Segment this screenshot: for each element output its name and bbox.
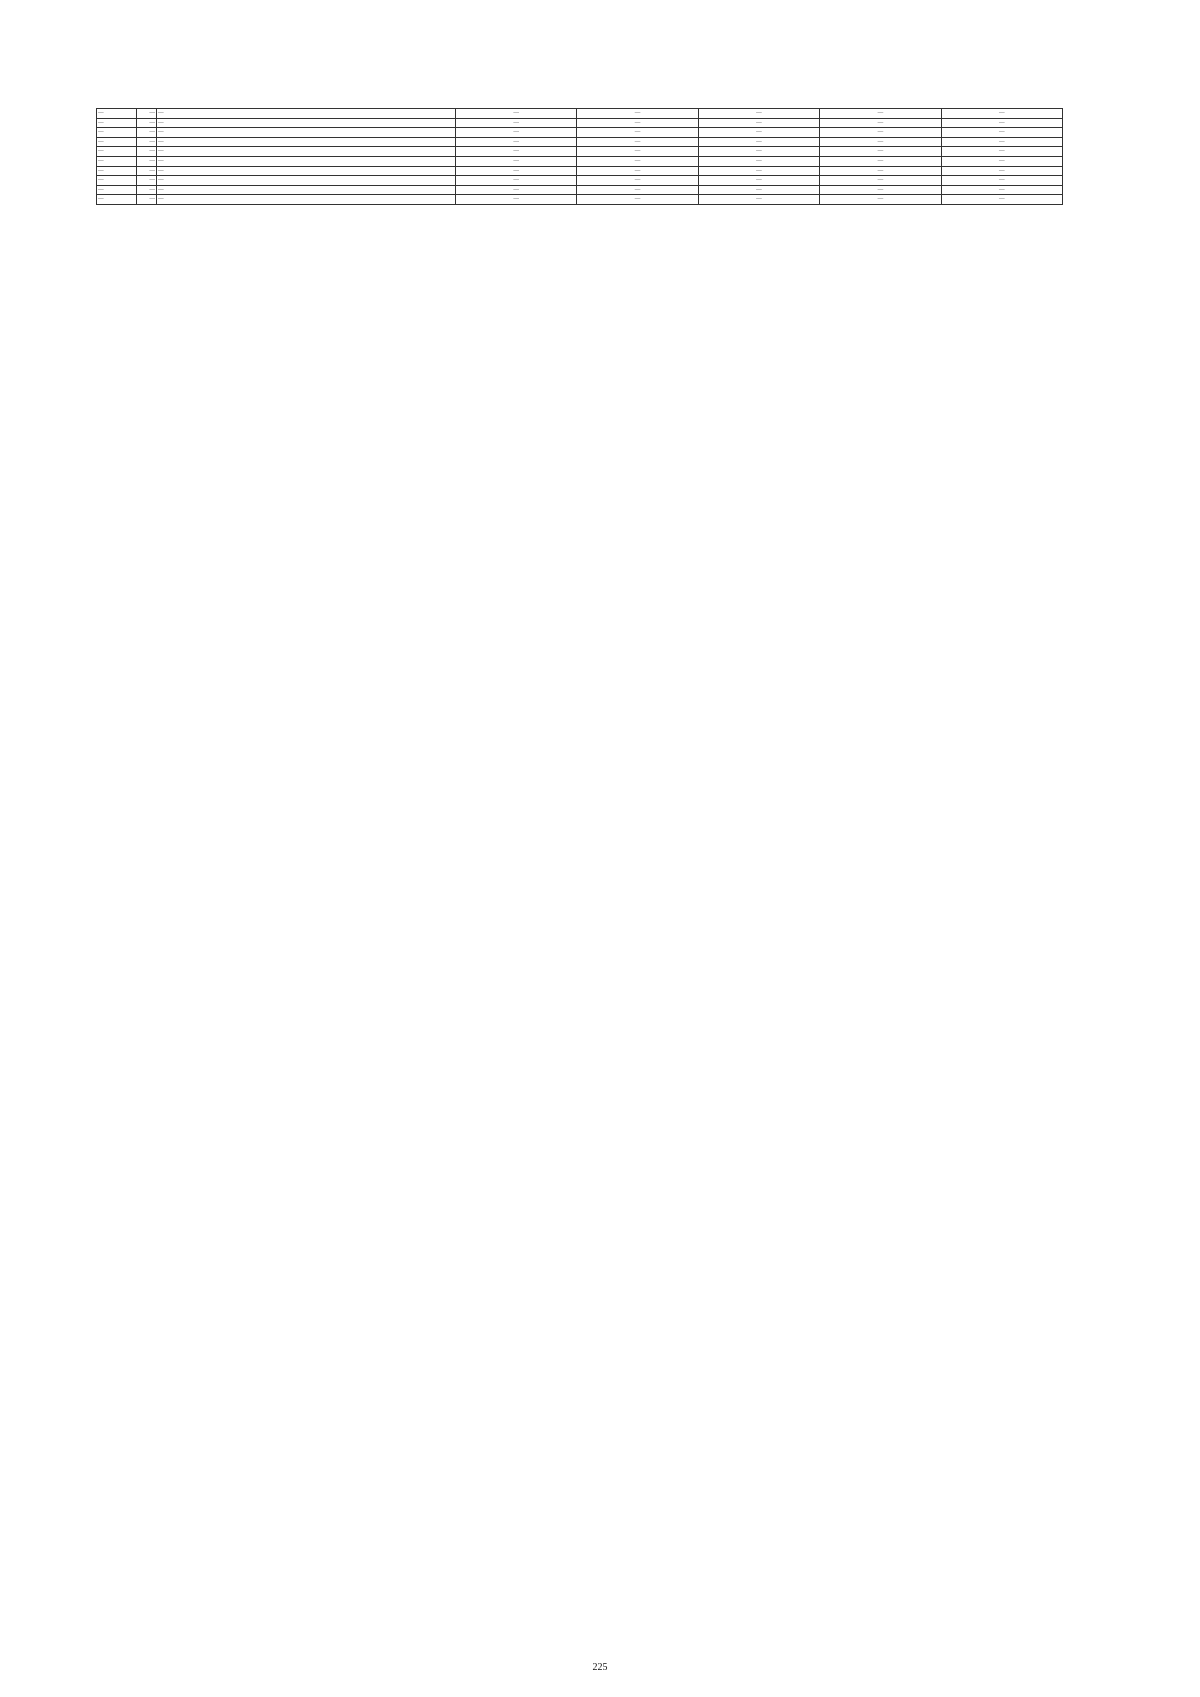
table-cell: —: [577, 118, 698, 128]
table-cell: —: [137, 166, 157, 176]
table-cell: —: [941, 137, 1062, 147]
table-cell: —: [157, 166, 456, 176]
table-cell: —: [456, 195, 577, 205]
table-cell: —: [456, 185, 577, 195]
table-cell: —: [456, 118, 577, 128]
table-cell: —: [456, 109, 577, 119]
table-cell: —: [137, 118, 157, 128]
table-cell: —: [137, 128, 157, 138]
table-cell: —: [941, 109, 1062, 119]
table-cell: —: [157, 195, 456, 205]
table-row: [97, 185, 1063, 195]
table-cell: —: [577, 185, 698, 195]
table-cell: —: [157, 156, 456, 166]
table-cell: —: [137, 156, 157, 166]
table-cell: —: [941, 128, 1062, 138]
table-cell: —: [157, 147, 456, 157]
table-cell: —: [941, 176, 1062, 186]
table-cell: —: [698, 185, 819, 195]
table-cell: —: [97, 156, 137, 166]
table-cell: —: [137, 195, 157, 205]
table-cell: —: [456, 137, 577, 147]
table-cell: —: [97, 176, 137, 186]
table-cell: —: [820, 109, 941, 119]
table-row: [97, 118, 1063, 128]
table-cell: —: [820, 128, 941, 138]
table-cell: —: [97, 109, 137, 119]
table-cell: —: [577, 137, 698, 147]
table-cell: —: [941, 118, 1062, 128]
table-cell: —: [941, 156, 1062, 166]
page-number: 225: [592, 1662, 608, 1673]
table-cell: —: [157, 118, 456, 128]
table-cell: —: [137, 176, 157, 186]
table-cell: —: [137, 137, 157, 147]
table-cell: —: [941, 185, 1062, 195]
table-row: [97, 128, 1063, 138]
table-cell: —: [97, 185, 137, 195]
table-cell: —: [698, 195, 819, 205]
table-cell: —: [698, 128, 819, 138]
table-row: [97, 156, 1063, 166]
table-cell: —: [157, 185, 456, 195]
table-cell: —: [97, 195, 137, 205]
table-cell: —: [456, 176, 577, 186]
table-cell: —: [137, 109, 157, 119]
table-cell: —: [698, 118, 819, 128]
table-cell: —: [820, 185, 941, 195]
table-cell: —: [577, 128, 698, 138]
table-row: [97, 147, 1063, 157]
table-cell: —: [577, 195, 698, 205]
table-cell: —: [698, 176, 819, 186]
registry-table: [96, 108, 1063, 205]
table-cell: —: [941, 195, 1062, 205]
table-cell: —: [157, 176, 456, 186]
table-cell: —: [456, 166, 577, 176]
table-row: [97, 195, 1063, 205]
table-cell: —: [698, 109, 819, 119]
table-cell: —: [941, 166, 1062, 176]
table-cell: —: [97, 166, 137, 176]
table-cell: —: [820, 195, 941, 205]
table-cell: —: [456, 147, 577, 157]
table-cell: —: [698, 166, 819, 176]
table-cell: —: [456, 128, 577, 138]
table-cell: —: [820, 137, 941, 147]
table-cell: —: [456, 156, 577, 166]
table-cell: —: [820, 166, 941, 176]
table-cell: —: [157, 137, 456, 147]
table-cell: —: [97, 118, 137, 128]
table-cell: —: [820, 147, 941, 157]
table-cell: —: [577, 176, 698, 186]
table-cell: —: [820, 118, 941, 128]
table-row: [97, 166, 1063, 176]
table-cell: —: [577, 109, 698, 119]
table-cell: —: [137, 185, 157, 195]
table-cell: —: [577, 147, 698, 157]
table-row: [97, 176, 1063, 186]
table-cell: —: [941, 147, 1062, 157]
table-cell: —: [577, 156, 698, 166]
registry-table-wrapper: [96, 108, 1063, 1608]
table-cell: —: [698, 137, 819, 147]
table-cell: —: [820, 156, 941, 166]
table-cell: —: [97, 137, 137, 147]
table-cell: —: [157, 128, 456, 138]
table-cell: —: [97, 128, 137, 138]
table-row: [97, 109, 1063, 119]
table-row: [97, 137, 1063, 147]
table-cell: —: [97, 147, 137, 157]
table-cell: —: [577, 166, 698, 176]
table-cell: —: [698, 147, 819, 157]
table-cell: —: [820, 176, 941, 186]
registry-table-body: [97, 109, 1063, 205]
table-cell: —: [137, 147, 157, 157]
table-cell: —: [157, 109, 456, 119]
table-cell: —: [698, 156, 819, 166]
